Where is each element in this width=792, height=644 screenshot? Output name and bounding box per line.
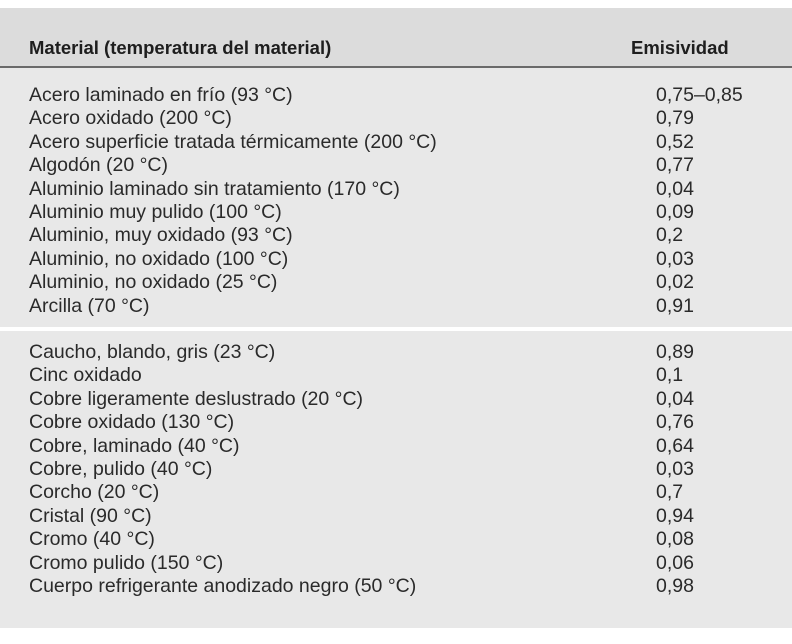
table-row [0, 271, 792, 294]
material-cell: Cinc oxidado [29, 364, 142, 387]
table-row [0, 435, 792, 458]
emissivity-cell: 0,98 [656, 574, 694, 597]
table-row [0, 178, 792, 201]
emissivity-cell: 0,52 [656, 130, 694, 153]
table-row [0, 201, 792, 224]
material-cell: Aluminio, no oxidado (100 °C) [29, 247, 289, 270]
material-cell: Cobre, laminado (40 °C) [29, 434, 240, 457]
material-cell: Acero oxidado (200 °C) [29, 107, 232, 130]
column-header-material: Material (temperatura del material) [29, 37, 332, 58]
material-cell: Cuerpo refrigerante anodizado negro (50 °C) [29, 574, 417, 597]
emissivity-cell: 0,04 [656, 387, 694, 410]
table-row [0, 364, 792, 387]
table-group-1 [0, 84, 792, 318]
material-cell: Acero superficie tratada térmicamente (200 °C) [29, 130, 437, 153]
column-header-emissivity: Emisividad [631, 37, 729, 58]
table-row [0, 107, 792, 130]
material-cell: Cobre oxidado (130 °C) [29, 411, 235, 434]
emissivity-cell: 0,02 [656, 271, 694, 294]
emissivity-cell: 0,06 [656, 551, 694, 574]
table-row [0, 481, 792, 504]
table-row [0, 528, 792, 551]
top-margin [0, 0, 792, 8]
emissivity-cell: 0,77 [656, 154, 694, 177]
emissivity-cell: 0,75–0,85 [656, 84, 743, 106]
emissivity-cell: 0,04 [656, 177, 694, 200]
table-row [0, 154, 792, 177]
emissivity-cell: 0,79 [656, 107, 694, 130]
material-cell: Algodón (20 °C) [29, 154, 168, 177]
material-cell: Cromo pulido (150 °C) [29, 551, 224, 574]
table-row [0, 458, 792, 481]
table-group-2 [0, 341, 792, 598]
emissivity-cell: 0,03 [656, 457, 694, 480]
table-row [0, 341, 792, 364]
material-cell: Acero laminado en frío (93 °C) [29, 84, 293, 106]
material-cell: Aluminio, no oxidado (25 °C) [29, 271, 278, 294]
material-cell: Caucho, blando, gris (23 °C) [29, 341, 276, 363]
table-row [0, 295, 792, 318]
material-cell: Corcho (20 °C) [29, 481, 160, 504]
table-header [0, 8, 792, 66]
material-cell: Aluminio laminado sin tratamiento (170 °C) [29, 177, 400, 200]
table-row [0, 224, 792, 247]
table-row [0, 131, 792, 154]
emissivity-cell: 0,08 [656, 528, 694, 551]
material-cell: Aluminio muy pulido (100 °C) [29, 200, 282, 223]
emissivity-cell: 0,03 [656, 247, 694, 270]
table-row [0, 248, 792, 271]
table-row [0, 505, 792, 528]
header-divider [0, 66, 792, 68]
table-row [0, 575, 792, 598]
material-cell: Arcilla (70 °C) [29, 294, 150, 317]
group-separator [0, 327, 792, 331]
material-cell: Aluminio, muy oxidado (93 °C) [29, 224, 293, 247]
table-row [0, 411, 792, 434]
emissivity-cell: 0,94 [656, 504, 694, 527]
table-row [0, 84, 792, 107]
emissivity-cell: 0,76 [656, 411, 694, 434]
material-cell: Cristal (90 °C) [29, 504, 152, 527]
material-cell: Cobre, pulido (40 °C) [29, 457, 213, 480]
emissivity-cell: 0,7 [656, 481, 684, 504]
table-row [0, 552, 792, 575]
emissivity-cell: 0,09 [656, 200, 694, 223]
emissivity-cell: 0,89 [656, 341, 694, 363]
table-row [0, 388, 792, 411]
emissivity-cell: 0,91 [656, 294, 694, 317]
emissivity-cell: 0,1 [656, 364, 684, 387]
material-cell: Cromo (40 °C) [29, 528, 155, 551]
bottom-margin [0, 628, 792, 644]
material-cell: Cobre ligeramente deslustrado (20 °C) [29, 387, 364, 410]
emissivity-cell: 0,2 [656, 224, 684, 247]
emissivity-cell: 0,64 [656, 434, 694, 457]
